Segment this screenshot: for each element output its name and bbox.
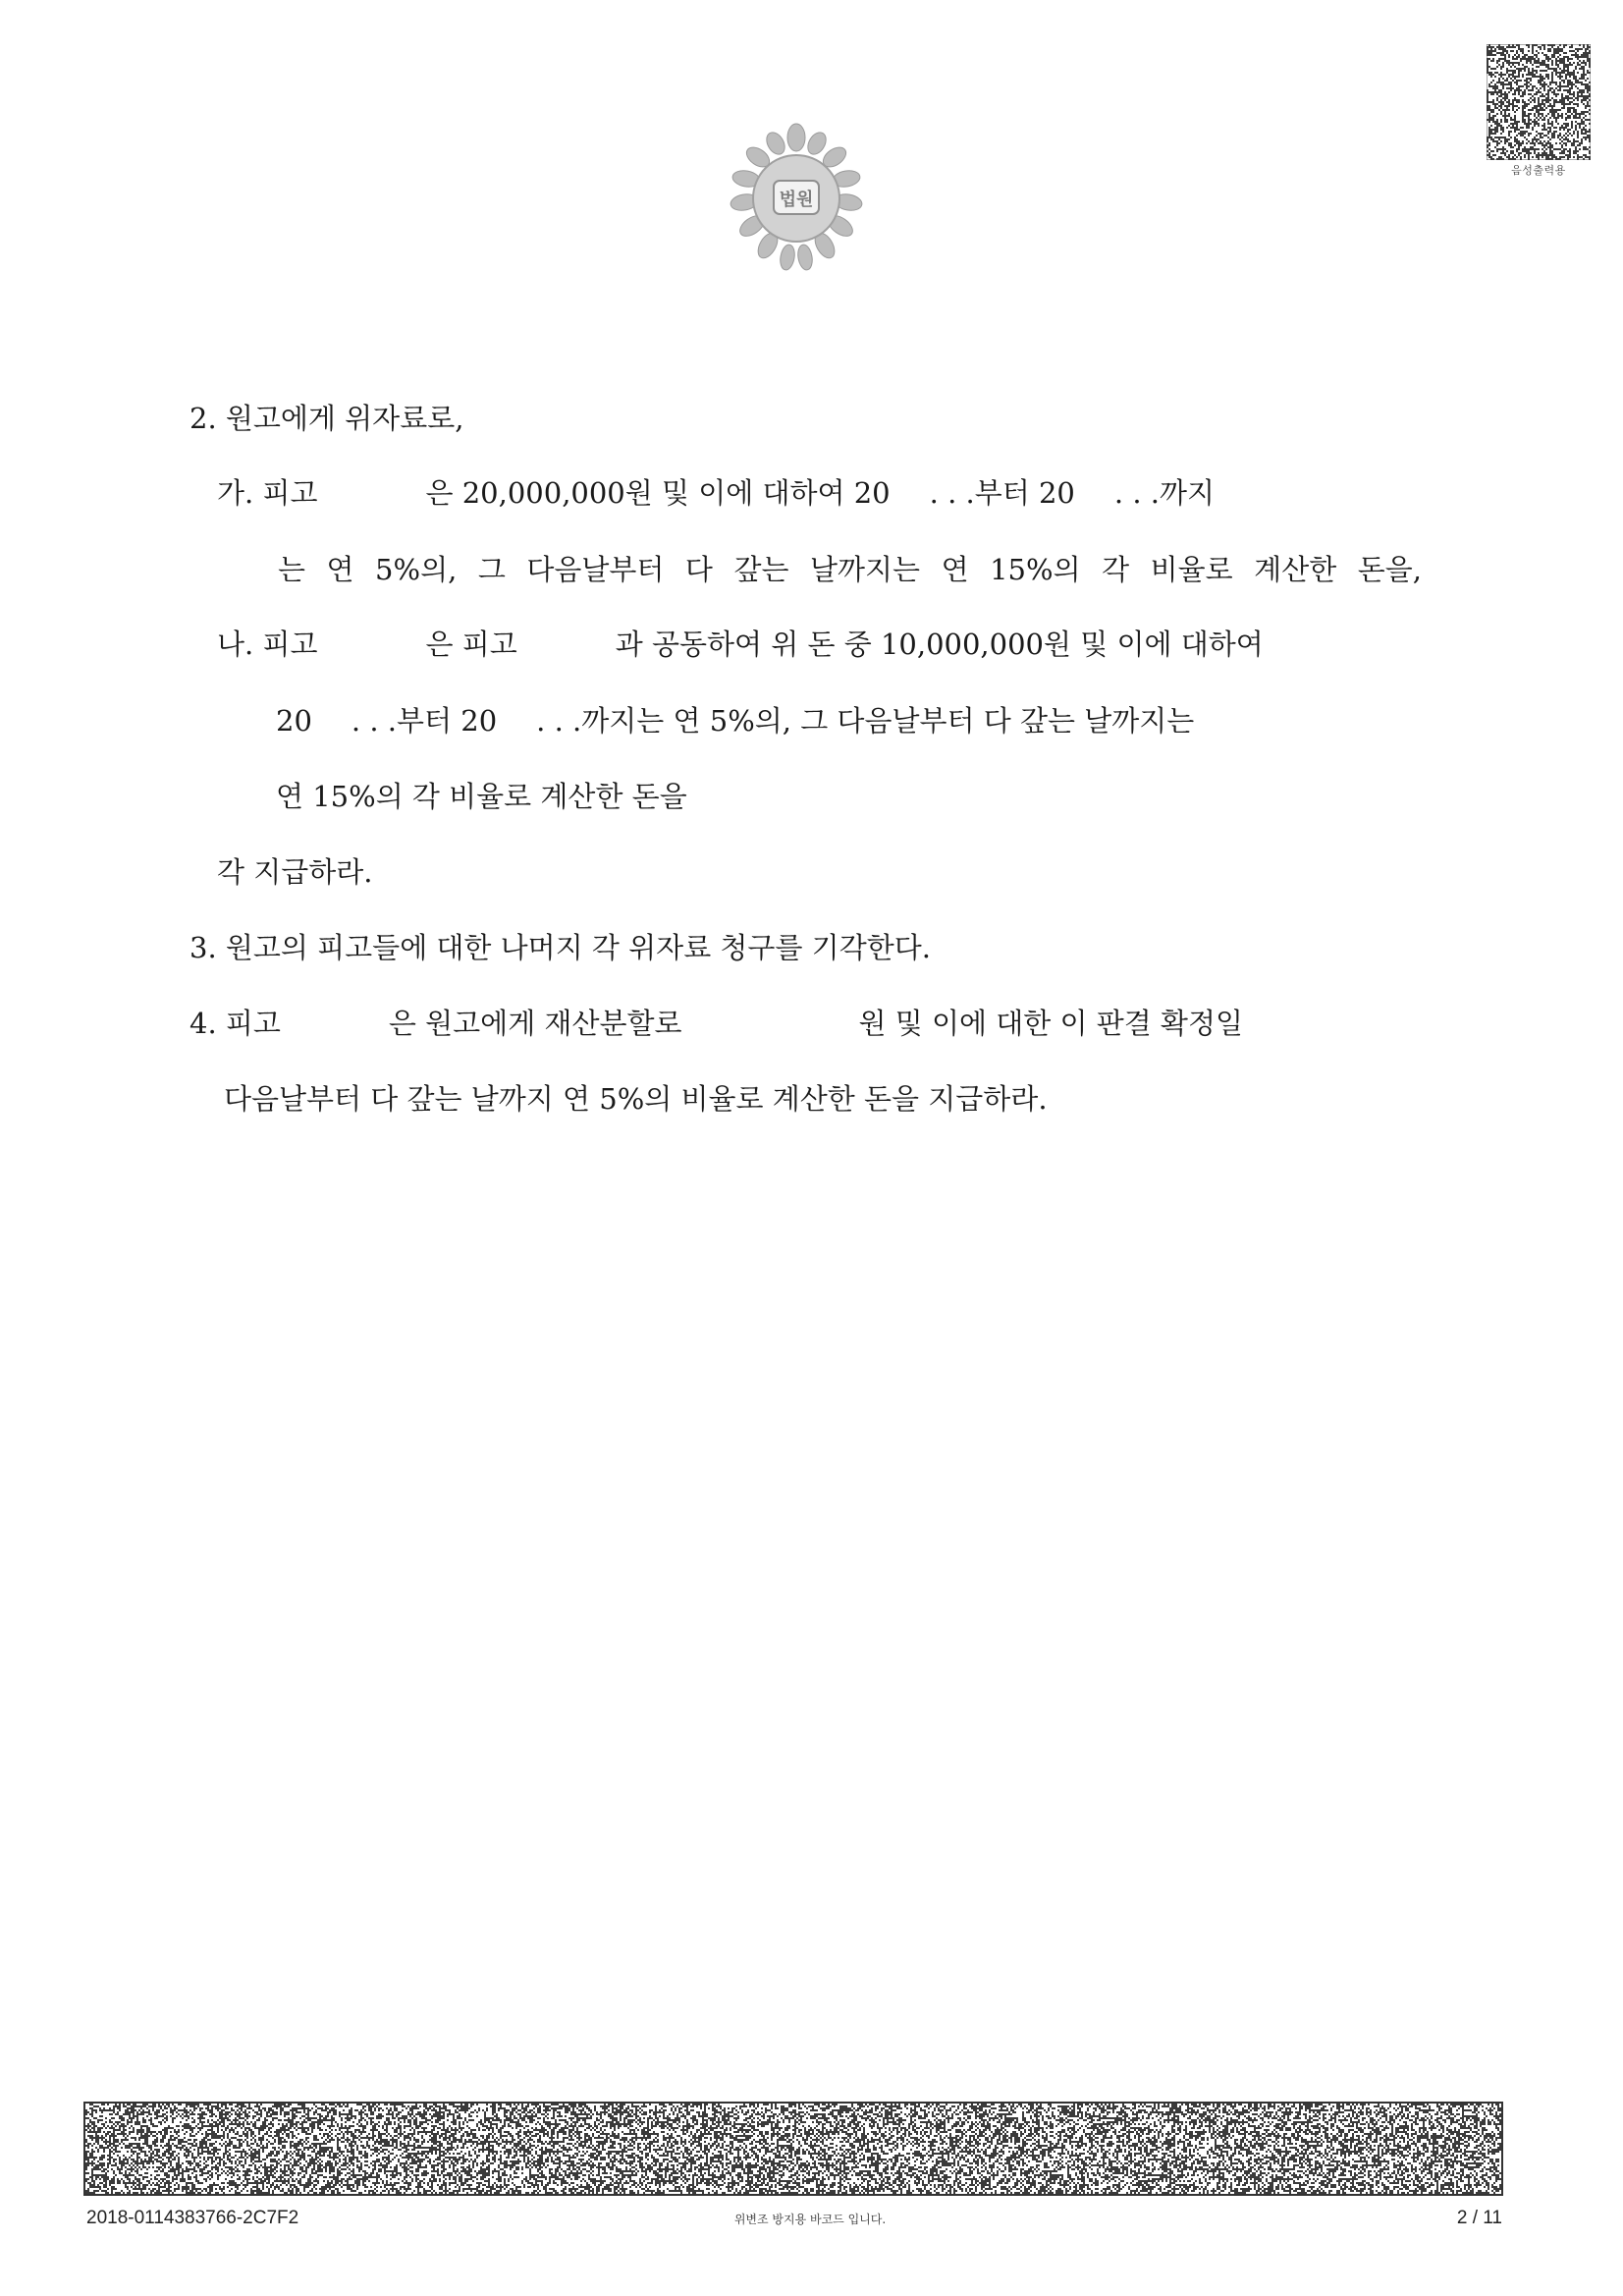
qr-caption: 음성출력용 bbox=[1511, 164, 1566, 177]
item4-continuation: 다음날부터 다 갚는 날까지 연 5%의 비율로 계산한 돈을 지급하라. bbox=[224, 1082, 1048, 1116]
item2-intro: 2. 원고에게 위자료로, bbox=[189, 402, 464, 435]
item3: 3. 원고의 피고들에 대한 나머지 각 위자료 청구를 기각한다. bbox=[189, 931, 931, 964]
item2-ga-continuation: 는 연 5%의, 그 다음날부터 다 갚는 날까지는 연 15%의 각 비율로 계산한 돈을, bbox=[278, 553, 1422, 586]
anti-forgery-barcode-icon bbox=[83, 2102, 1503, 2196]
item4-line: 4. 피고 은 원고에게 재산분할로 원 및 이에 대한 이 판결 확정일 bbox=[189, 1007, 1243, 1040]
qr-code-icon bbox=[1487, 44, 1591, 160]
item2-na-line: 나. 피고 은 피고 과 공동하여 위 돈 중 10,000,000원 및 이에 대하여 bbox=[217, 628, 1264, 661]
barcode-note: 위변조 방지용 바코드 입니다. bbox=[733, 2213, 887, 2226]
court-seal-icon bbox=[729, 120, 864, 273]
page-number: 2 / 11 bbox=[1456, 2208, 1502, 2228]
item2-ga-line: 가. 피고 은 20,000,000원 및 이에 대하여 20 . . .부터 20 . . .까지 bbox=[217, 476, 1216, 510]
document-id: 2018-0114383766-2C7F2 bbox=[86, 2208, 299, 2228]
item2-na-continuation-2: 연 15%의 각 비율로 계산한 돈을 bbox=[276, 780, 687, 813]
seal-text: 법원 bbox=[779, 190, 814, 210]
item2-na-continuation-1: 20 . . .부터 20 . . .까지는 연 5%의, 그 다음날부터 다 갚는 날까지는 bbox=[276, 704, 1195, 738]
item2-close: 각 지급하라. bbox=[217, 855, 373, 889]
